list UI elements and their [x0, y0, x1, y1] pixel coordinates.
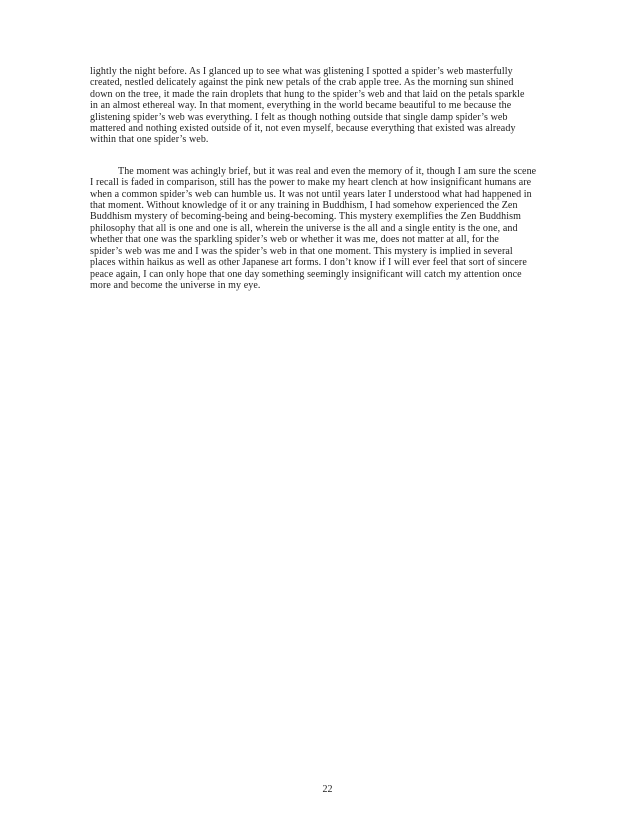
text-line: places within haikus as well as other Japanese art forms. I don’t know if I will ever feel that sort of sincere — [90, 257, 527, 269]
text-line: philosophy that all is one and one is all, wherein the universe is the all and a single entity is the one, and — [90, 222, 518, 234]
paragraph-1 — [90, 66, 555, 146]
text-line: Buddhism mystery of becoming-being and being-becoming. This mystery exemplifies the Zen Buddhism — [90, 211, 522, 223]
text-line: mattered and nothing existed outside of it, not even myself, because everything that existed was already — [90, 123, 516, 135]
text-line: peace again, I can only hope that one day something seemingly insignificant will catch my attention once — [90, 268, 522, 280]
text-line: The moment was achingly brief, but it was real and even the memory of it, though I am sure the scene — [118, 165, 537, 177]
text-line: I recall is faded in comparison, still has the power to make my heart clench at how insignificant humans are — [90, 177, 532, 189]
text-line: whether that one was the sparkling spider’s web or whether it was me, does not matter at all, for the — [90, 234, 499, 246]
text-line: down on the tree, it made the rain droplets that hung to the spider’s web and that laid on the petals sparkle — [90, 88, 525, 100]
page-number: 22 — [322, 784, 333, 795]
text-line: lightly the night before. As I glanced up to see what was glistening I spotted a spider’s web masterfully — [90, 66, 513, 77]
text-line: glistening spider’s web was everything. I felt as though nothing outside that single damp spider’s web — [90, 111, 508, 123]
text-line: more and become the universe in my eye. — [90, 279, 261, 291]
text-line: when a common spider’s web can humble us. It was not until years later I understood what had happened in — [90, 188, 532, 200]
text-line: created, nestled delicately against the pink new petals of the crab apple tree. As the morning sun shined — [90, 77, 514, 89]
paragraph-2 — [90, 166, 555, 291]
text-line: within that one spider’s web. — [90, 134, 209, 146]
text-line: in an almost ethereal way. In that moment, everything in the world became beautiful to me because the — [90, 100, 512, 112]
text-line: that moment. Without knowledge of it or any training in Buddhism, I had somehow experienced the Zen — [90, 200, 518, 212]
body-text — [90, 66, 555, 291]
text-line: spider’s web was me and I was the spider’s web in that one moment. This mystery is implied in several — [90, 245, 513, 257]
